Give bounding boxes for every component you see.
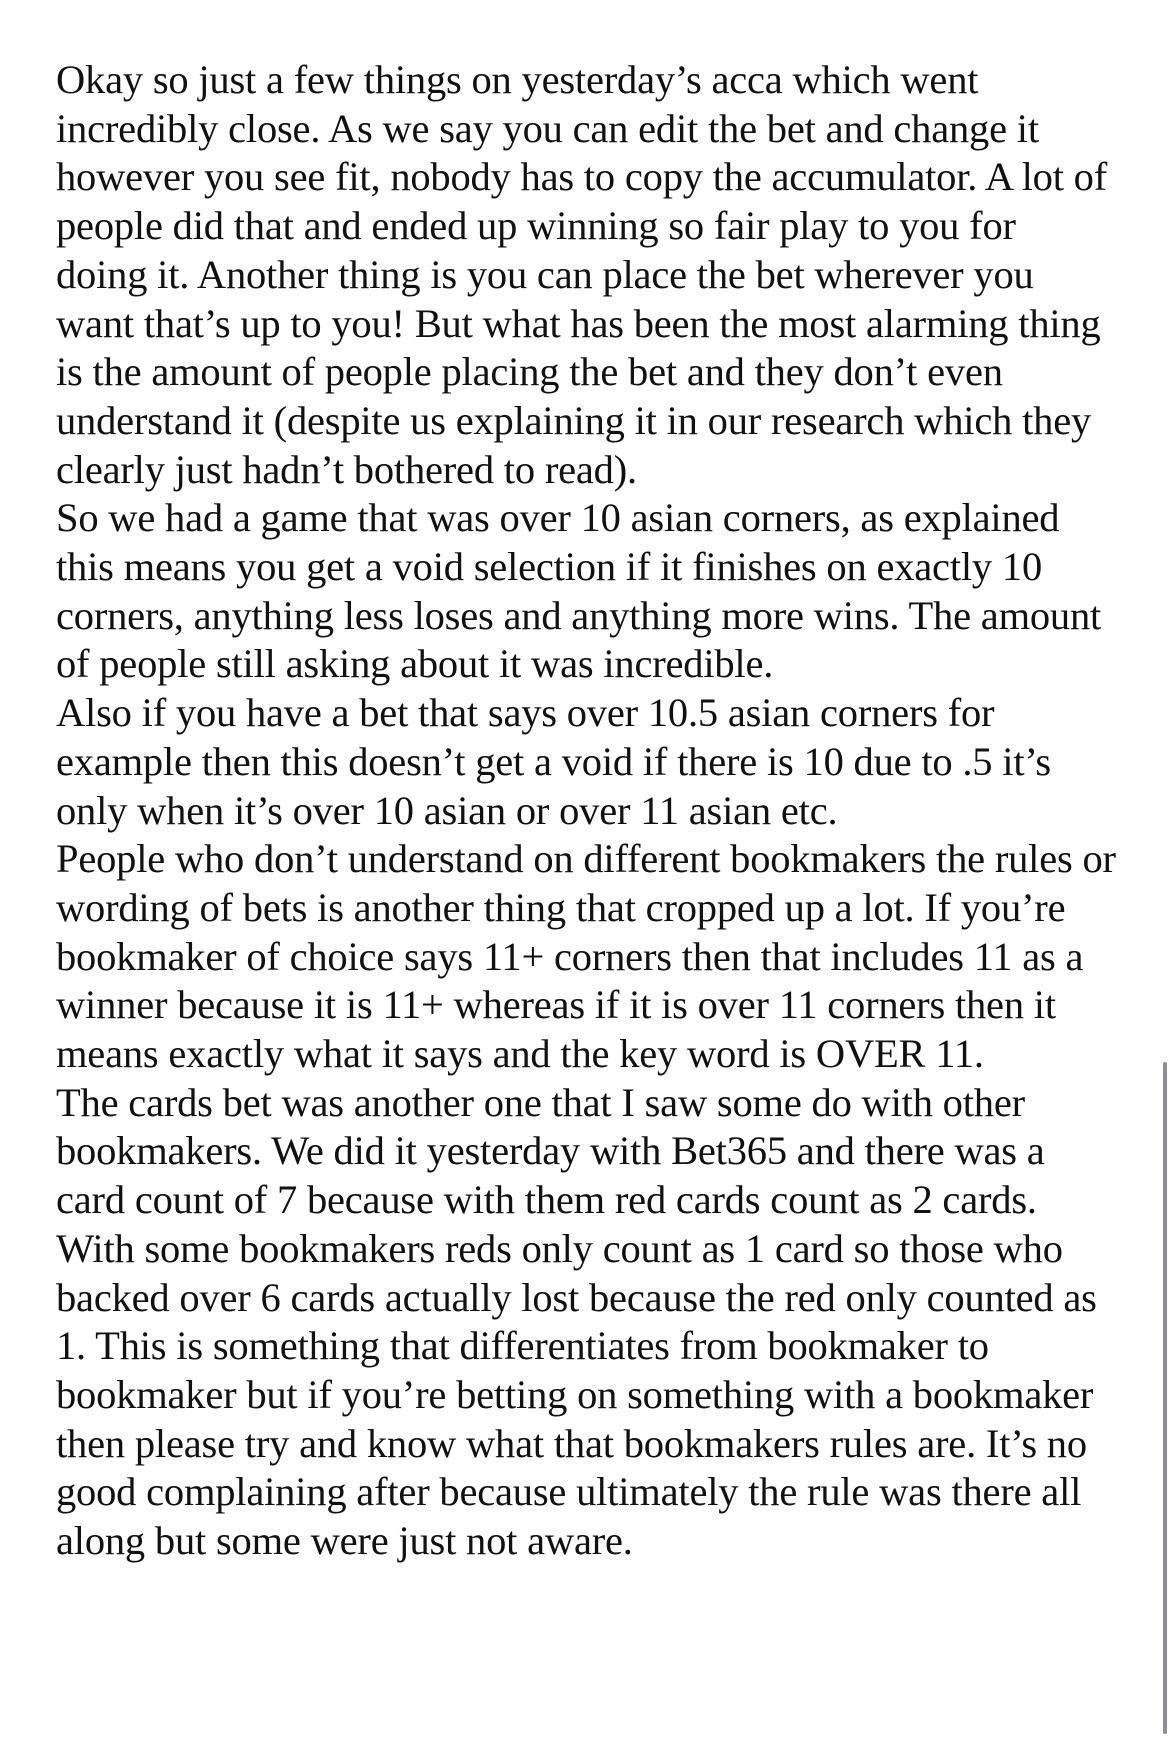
vertical-scrollbar[interactable] (1163, 1062, 1167, 1734)
note-paragraph-5: The cards bet was another one that I saw some do with other bookmakers. We did it yesterday with Bet365 and there was a card count of 7 because with them red cards count as 2 cards. With some bookmakers reds only count as 1 card so those who backed over 6 cards actually lost because the red only counted as 1. This is something that differentiates from bookmaker to bookmaker but if you’re betting on something with a bookmaker then please try and know what that bookmakers rules are. It’s no good complaining after because ultimately the rule was there all along but some were just not aware. (56, 1079, 1097, 1564)
note-paragraph-4: People who don’t understand on different bookmakers the rules or wording of bets is another thing that cropped up a lot. If you’re bookmaker of choice says 11+ corners then that includes 11 as a winner because it is 11+ whereas if it is over 11 corners then it means exactly what it says and the key word is OVER 11. (56, 836, 1116, 1077)
note-paragraph-1: Okay so just a few things on yesterday’s acca which went incredibly close. As we say you can edit the bet and change it however you see fit, nobody has to copy the accumulator. A lot of people did that and ended up winning so fair play to you for doing it. Another thing is you can place the bet wherever you want that’s up to you! But what has been the most alarming thing is the amount of people placing the bet and they don’t even understand it (despite us explaining it in our research which they clearly just hadn’t bothered to read). (56, 57, 1108, 492)
note-body[interactable] (56, 56, 1116, 1566)
note-paragraph-2: So we had a game that was over 10 asian corners, as explained this means you get a void selection if it finishes on exactly 10 corners, anything less loses and anything more wins. The amount of people still asking about it was incredible. (56, 495, 1102, 687)
note-paragraph-3: Also if you have a bet that says over 10.5 asian corners for example then this doesn’t get a void if there is 10 due to .5 it’s only when it’s over 10 asian or over 11 asian etc. (56, 690, 1051, 833)
